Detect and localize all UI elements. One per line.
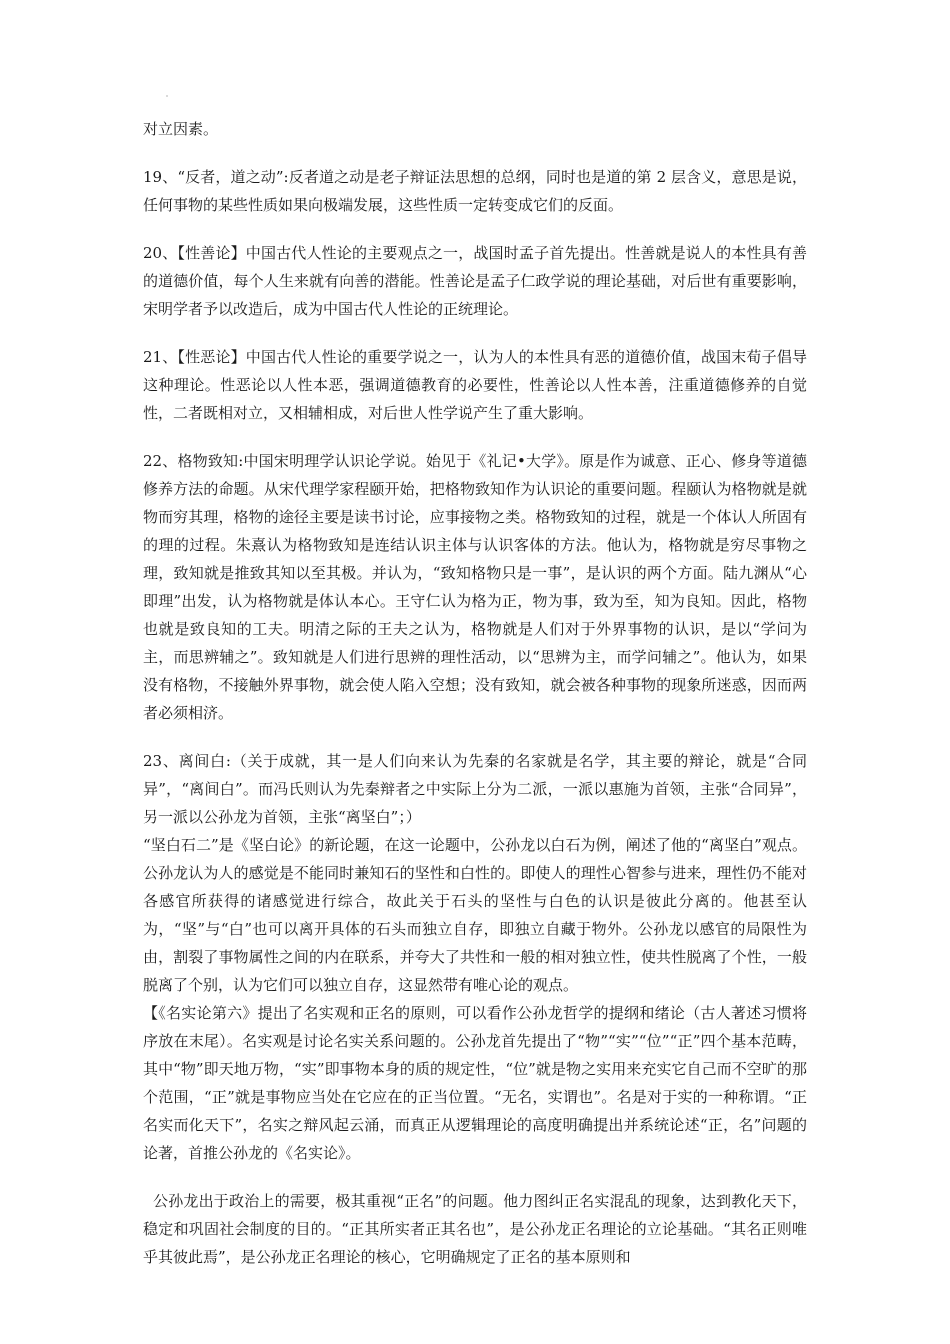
paragraph-item-20: 20、【性善论】中国古代人性论的主要观点之一，战国时孟子首先提出。性善就是说人的本性具有善的道德价值，每个人生来就有向善的潜能。性善论是孟子仁政学说的理论基础，对后世有重要影响，宋明学者予以改造后，成为中国古代人性论的正统理论。 (143, 244, 807, 318)
paragraph-item-19: 19、“反者，道之动”:反者道之动是老子辩证法思想的总纲，同时也是道的第 2 层含义，意思是说，任何事物的某些性质如果向极端发展，这些性质一定转变成它们的反面。 (143, 168, 807, 214)
scan-speck (166, 95, 168, 97)
paragraph-item-23: 23、离间白:（关于成就，其一是人们向来认为先秦的名家就是名学，其主要的辩论，就是“合同异”，“离间白”。而冯氏则认为先秦辩者之中实际上分为二派，一派以惠施为首领，主张“合同异”，另一派以公孙龙为首领，主张“离坚白”；） (143, 752, 807, 826)
paragraph-continuation: 对立因素。 (143, 120, 219, 138)
paragraph-zhengming: 公孙龙出于政治上的需要，极其重视“正名”的问题。他力图纠正名实混乱的现象，达到教化天下，稳定和巩固社会制度的目的。“正其所实者正其名也”，是公孙龙正名理论的立论基础。“其名正则唯乎其彼此焉”，是公孙龙正名理论的核心，它明确规定了正名的基本原则和 (143, 1192, 807, 1266)
paragraph-jianbai: “坚白石二”是《坚白论》的新论题，在这一论题中，公孙龙以白石为例，阐述了他的“离坚白”观点。公孙龙认为人的感觉是不能同时兼知石的坚性和白性的。即使人的理性心智参与进来，理性仍不能对各感官所获得的诸感觉进行综合，故此关于石头的坚性与白色的认识是彼此分离的。他甚至认为，“坚”与“白”也可以离开具体的石头而独立自存，即独立自藏于物外。公孙龙以感官的局限性为由，割裂了事物属性之间的内在联系，并夸大了共性和一般的相对独立性，使共性脱离了个性，一般脱离了个别，认为它们可以独立自存，这显然带有唯心论的观点。 (143, 836, 807, 994)
paragraph-item-21: 21、【性恶论】中国古代人性论的重要学说之一，认为人的本性具有恶的道德价值，战国末荀子倡导这种理论。性恶论以人性本恶，强调道德教育的必要性，性善论以人性本善，注重道德修养的自觉性，二者既相对立，又相辅相成，对后世人性学说产生了重大影响。 (143, 348, 807, 422)
paragraph-item-22: 22、格物致知:中国宋明理学认识论学说。始见于《礼记•大学》。原是作为诚意、正心、修身等道德修养方法的命题。从宋代理学家程颐开始，把格物致知作为认识论的重要问题。程颐认为格物就是就物而穷其理，格物的途径主要是读书讨论，应事接物之类。格物致知的过程，就是一个体认人所固有的理的过程。朱熹认为格物致知是连结认识主体与认识客体的方法。他认为，格物就是穷尽事物之理，致知就是推致其知以至其极。并认为，“致知格物只是一事”，是认识的两个方面。陆九渊从“心即理”出发，认为格物就是体认本心。王守仁认为格为正，物为事，致为至，知为良知。因此，格物也就是致良知的工夫。明清之际的王夫之认为，格物就是人们对于外界事物的认识，是以“学问为主，而思辨辅之”。致知就是人们进行思辨的理性活动，以“思辨为主，而学问辅之”。他认为，如果没有格物，不接触外界事物，就会使人陷入空想；没有致知，就会被各种事物的现象所迷惑，因而两者必须相济。 (143, 452, 807, 722)
paragraph-mingshi: 【《名实论第六》提出了名实观和正名的原则，可以看作公孙龙哲学的提纲和绪论（古人著述习惯将序放在末尾）。名实观是讨论名实关系问题的。公孙龙首先提出了“物”“实”“位”“正”四个基本范畴，其中“物”即天地万物，“实”即事物本身的质的规定性，“位”就是物之实用来充实它自己而不空旷的那个范围，“正”就是事物应当处在它应在的正当位置。“无名，实谓也”。名是对于实的一种称谓。“正名实而化天下”，名实之辩风起云涌，而真正从逻辑理论的高度明确提出并系统论述“正，名”问题的论著，首推公孙龙的《名实论》。 (143, 1004, 807, 1162)
text-column (143, 115, 807, 1271)
